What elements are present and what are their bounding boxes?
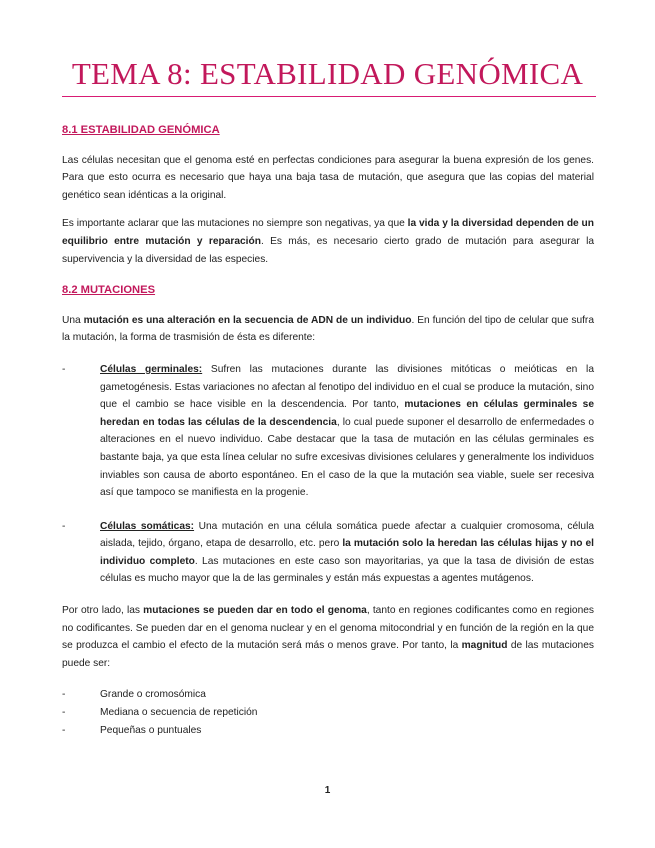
paragraph-mutation-magnitude: [62, 602, 594, 672]
section-heading-mutaciones: 8.2 MUTACIONES: [62, 284, 156, 297]
page-number: 1: [324, 785, 331, 796]
text-span: Una: [62, 314, 84, 326]
text-span: Es importante aclarar que las mutaciones no siempre son negativas, ya que: [62, 218, 408, 230]
bold-span: mutación es una alteración en la secuencia de ADN de un individuo: [83, 314, 412, 326]
paragraph-mutation-definition: [62, 312, 594, 347]
cell-type-list: [62, 361, 594, 588]
list-item: - Mediana o secuencia de repetición: [62, 704, 594, 722]
text-span: de las mutaciones puede ser:: [62, 640, 594, 669]
bold-span: la mutación solo la heredan las células hijas y no el individuo completo: [100, 538, 595, 567]
section-heading-estabilidad: 8.1 ESTABILIDAD GENÓMICA: [62, 124, 220, 136]
magnitude-list: [62, 686, 594, 739]
text-span: . En función del tipo de celular que sufra la mutación, la forma de trasmisión de ésta es diferente:: [62, 314, 594, 344]
list-item-germinal-cells: [62, 361, 594, 502]
text-span: , lo cual puede suponer el desarrollo de enfermedades o alteraciones en el nuevo individuo. Cabe destacar que la tasa de mutación en las células germinales es bastante baja, ya que esta línea celular no sufre excesivas divisiones celulares y generalmente los individuos inviables son causa de aborto espontáneo. En el caso de la que la mutación sea viable, suele ser recesiva así que tampoco se manifiesta en la progenie.: [100, 416, 595, 499]
page-title: TEMA 8: ESTABILIDAD GENÓMICA: [71, 56, 584, 91]
paragraph-genome-conditions: Las células necesitan que el genoma esté en perfectas condiciones para asegurar la buena expresión de los genes. Para que esto ocurra es necesario que haya una baja tasa de mutación, que asegura que las copias del material genético sean idénticas a la original.: [62, 154, 594, 201]
term-somatic-cells: Células somáticas:: [100, 520, 195, 532]
text-span: Una mutación en una célula somática puede afectar a cualquier cromosoma, célula aislada, tejido, órgano, etapa de desarrollo, etc. pero: [100, 520, 594, 550]
bold-span: mutaciones en células germinales se heredan en todas las células de la descendencia: [100, 399, 594, 428]
bold-span: magnitud: [461, 640, 508, 652]
list-item: - Grande o cromosómica: [62, 686, 594, 704]
text-span: , tanto en regiones codificantes como en regiones no codificantes. Se pueden dar en el genoma nuclear y en el genoma mitocondrial y en función de la región en la que se produzca el cambio el efecto de la mutación será más o menos grave. Por tanto, la: [62, 605, 594, 652]
text-span: . Las mutaciones en este caso son mayoritarias, ya que la tasa de división de estas células es mucho mayor que la de las germinales y están más expuestas a agentes mutágenos.: [100, 555, 594, 585]
term-germinal-cells: Células germinales:: [100, 363, 203, 375]
text-span: . Es más, es necesario cierto grado de mutación para asegurar la supervivencia y la diversidad de las especies.: [62, 235, 594, 265]
text-span: Por otro lado, las: [62, 605, 144, 617]
paragraph-mutations-not-negative: [62, 215, 594, 268]
list-item-somatic-cells: [62, 518, 594, 588]
bold-span: la vida y la diversidad dependen de un equilibrio entre mutación y reparación: [62, 218, 594, 247]
document-body: [62, 112, 594, 739]
title-underline: [62, 96, 596, 97]
bold-span: mutaciones se pueden dar en todo el genoma: [143, 605, 367, 617]
list-item: - Pequeñas o puntuales: [62, 722, 594, 740]
text-span: Sufren las mutaciones durante las divisiones mitóticas o meióticas en la gametogénesis. Estas variaciones no afectan al fenotipo del individuo en el cual se produce la mutación, sino que el cambio se hace visible en la descendencia. Por tanto,: [100, 363, 594, 411]
